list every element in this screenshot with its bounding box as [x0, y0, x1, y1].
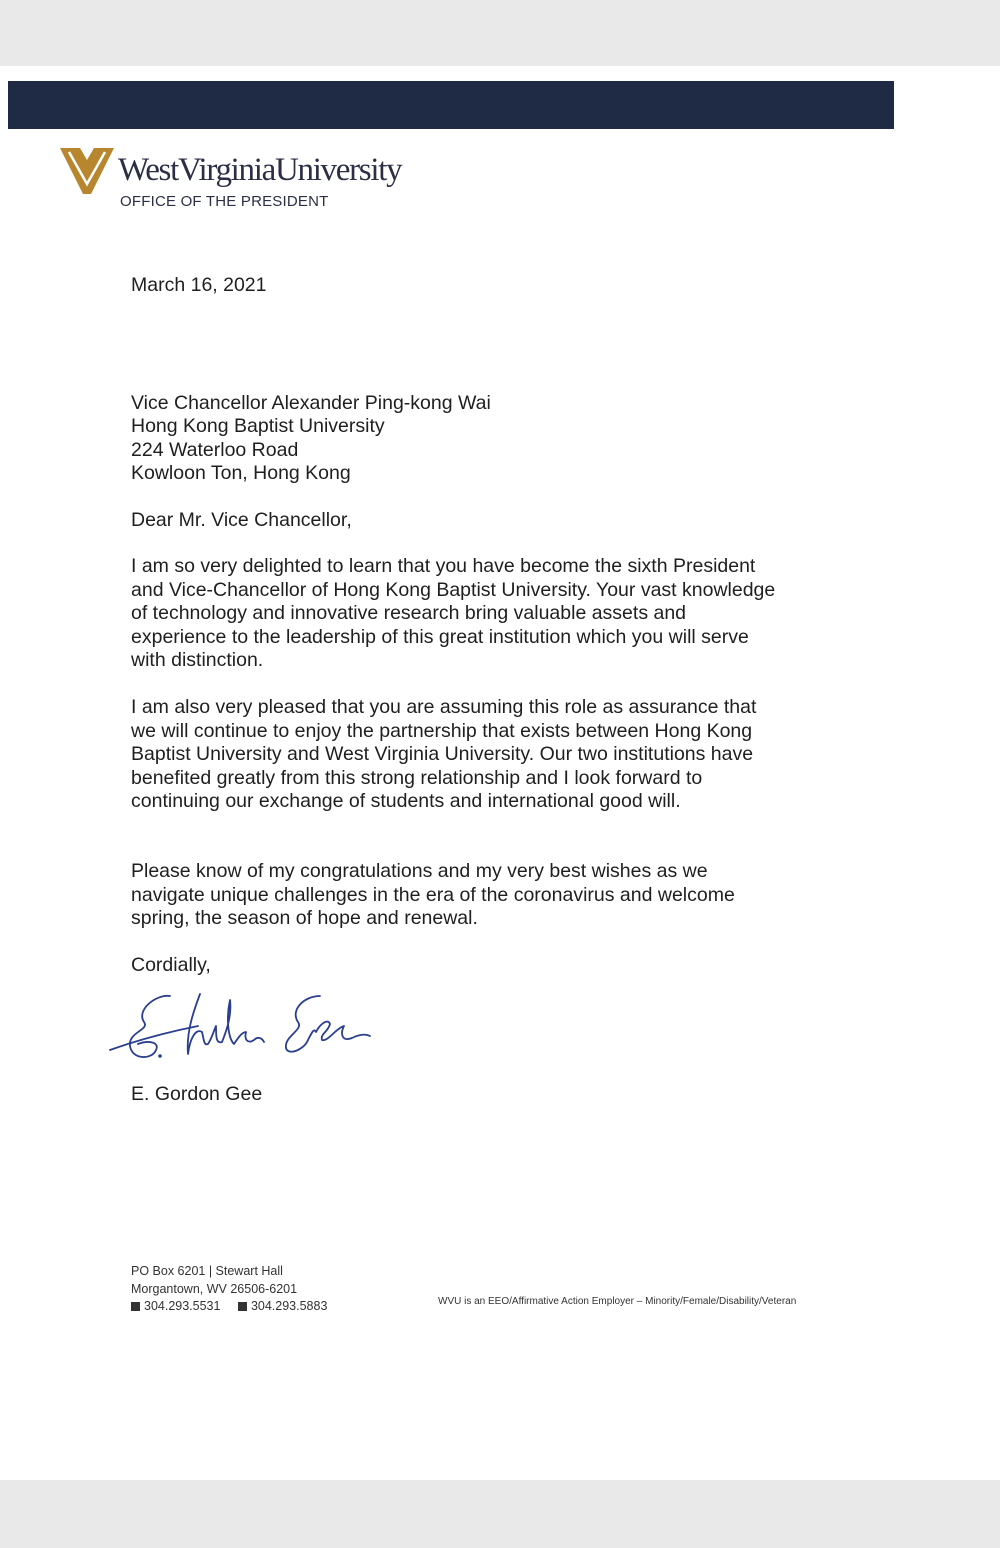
footer-address	[131, 1263, 327, 1316]
signer-name: E. Gordon Gee	[131, 1083, 263, 1105]
phone-icon	[131, 1302, 140, 1311]
university-name: WestVirginiaUniversity	[118, 152, 402, 188]
flying-wv-logo-icon	[60, 146, 114, 196]
letterhead-band	[8, 81, 894, 129]
recipient-line: Hong Kong Baptist University	[131, 415, 385, 437]
handwritten-signature	[108, 988, 378, 1068]
eeo-statement: WVU is an EEO/Affirmative Action Employer – Minority/Female/Disability/Veteran	[438, 1296, 797, 1307]
fax-number: 304.293.5883	[250, 1299, 328, 1313]
phone-number: 304.293.5531	[144, 1299, 221, 1313]
closing: Cordially,	[131, 954, 211, 976]
recipient-line: 224 Waterloo Road	[131, 439, 299, 461]
salutation: Dear Mr. Vice Chancellor,	[131, 509, 352, 531]
office-name: OFFICE OF THE PRESIDENT	[120, 193, 329, 210]
letter-page	[0, 66, 1000, 1480]
letter-date: March 16, 2021	[131, 274, 267, 296]
body-paragraph: Please know of my congratulations and my very best wishes as we navigate unique challenges in the era of the coronavirus and welcome spring, the season of hope and renewal.	[131, 860, 735, 929]
footer-contact	[131, 1298, 327, 1316]
recipient-line: Kowloon Ton, Hong Kong	[131, 462, 351, 484]
footer-address-line: PO Box 6201 | Stewart Hall	[131, 1264, 283, 1278]
body-paragraph: I am also very pleased that you are assuming this role as assurance that we will continue to enjoy the partnership that exists between Hong Kong Baptist University and West Virginia University. Our two institutions have benefited greatly from this strong relationship and I look forward to continuing our exchange of students and international good will.	[131, 696, 757, 812]
fax-icon	[238, 1302, 247, 1311]
body-paragraph: I am so very delighted to learn that you have become the sixth President and Vice-Chancellor of Hong Kong Baptist University. Your vast knowledge of technology and innovative research bring valuable assets and experience to the leadership of this great institution which you will serve with distinction.	[131, 555, 776, 671]
recipient-line: Vice Chancellor Alexander Ping-kong Wai	[131, 392, 491, 414]
footer-address-line: Morgantown, WV 26506-6201	[131, 1281, 298, 1296]
